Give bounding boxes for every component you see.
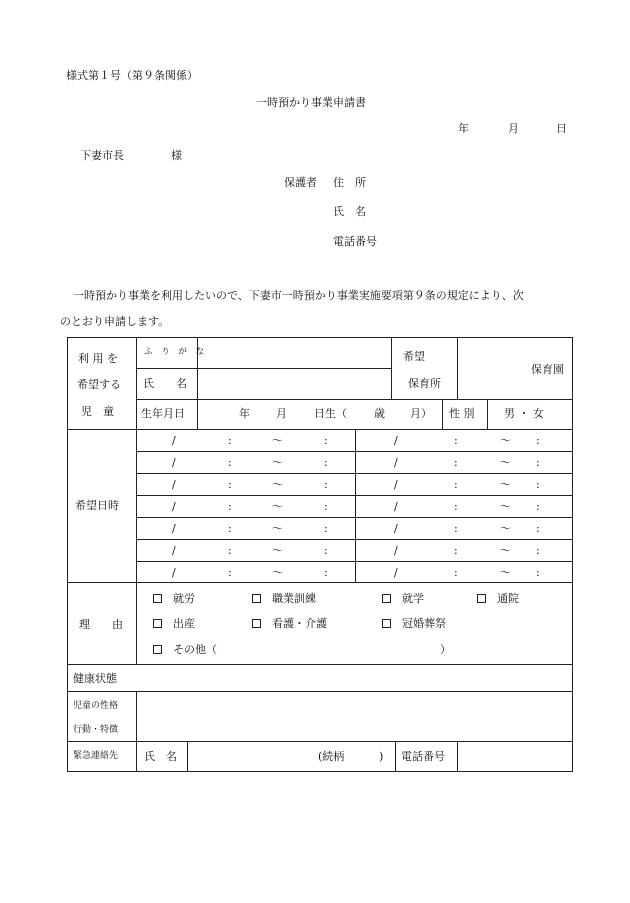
sex-options: 男 ・ 女 [504,407,544,420]
guardian-label: 保護者 [284,176,317,189]
divider [136,473,572,474]
schedule-cell-2: : [454,478,458,491]
schedule-cell: 〜 [272,434,283,447]
health-label: 健康状態 [73,672,117,685]
schedule-cell: 〜 [272,522,283,535]
schedule-cell: : [228,434,232,447]
divider [68,429,572,430]
schedule-cell: : [228,522,232,535]
nursery-label-1: 希望 [403,350,425,363]
divider [136,517,572,518]
divider [457,338,458,399]
age-month: 月） [410,407,432,420]
divider [136,561,572,562]
character-label-2: 行動・特徴 [73,725,119,735]
addressee-name: 下妻市長 [80,149,124,162]
schedule-cell: : [228,500,232,513]
schedule-cell-2: : [536,500,540,513]
reason-option[interactable]: 就労 [153,593,195,604]
schedule-cell-2: : [536,478,540,491]
schedule-cell-2: 〜 [500,456,511,469]
form-number: 様式第１号（第９条関係） [66,69,198,82]
schedule-cell: : [228,478,232,491]
divider [136,399,572,400]
schedule-cell-2: 〜 [500,566,511,579]
checkbox-icon [382,619,391,628]
schedule-cell: / [172,434,176,447]
intro-line-1: 一時預かり事業を利用したいので、下妻市一時預かり事業実施要項第９条の規定により、次 [73,289,524,302]
reason-option[interactable]: 職業訓練 [252,593,316,604]
page-title: 一時預かり事業申請書 [256,96,366,109]
schedule-cell-2: : [536,434,540,447]
schedule-cell-2: : [454,456,458,469]
schedule-cell-2: : [454,434,458,447]
schedule-cell-2: / [394,544,398,557]
divider [487,399,488,429]
schedule-cell: : [324,456,328,469]
checkbox-icon [153,594,162,603]
schedule-cell-2: 〜 [500,478,511,491]
reason-option[interactable]: その他（ [153,644,217,655]
schedule-cell-2: : [536,456,540,469]
divider [136,338,137,664]
emergency-name-label: 氏 名 [144,750,177,763]
schedule-cell-2: : [454,500,458,513]
furigana-label: ふ り が な [144,347,208,357]
character-label-1: 児童の性格 [73,701,119,711]
schedule-cell: 〜 [272,544,283,557]
schedule-cell: : [324,434,328,447]
application-table [67,337,573,772]
reason-other-close: ） [440,643,451,656]
schedule-cell: 〜 [272,456,283,469]
schedule-cell: / [172,456,176,469]
date-day: 日 [556,122,567,135]
schedule-cell-2: 〜 [500,544,511,557]
schedule-cell-2: 〜 [500,522,511,535]
schedule-cell: : [324,544,328,557]
schedule-cell-2: / [394,434,398,447]
divider [68,691,572,692]
emergency-label: 緊急連絡先 [73,751,119,761]
schedule-cell-2: : [536,522,540,535]
schedule-cell: : [324,566,328,579]
dob-month: 月 [276,407,287,420]
schedule-cell: / [172,544,176,557]
schedule-cell: / [172,478,176,491]
reason-label: 理 由 [79,618,123,631]
schedule-cell-2: : [454,566,458,579]
schedule-cell: / [172,566,176,579]
applicant-phone-label: 電話番号 [333,235,377,248]
checkbox-icon [252,594,261,603]
schedule-cell-2: / [394,522,398,535]
schedule-cell: : [324,500,328,513]
schedule-cell: 〜 [272,500,283,513]
reason-option[interactable]: 出産 [153,618,195,629]
schedule-cell-2: : [454,522,458,535]
sex-label: 性 別 [449,407,475,420]
dob-label: 生年月日 [141,407,185,420]
divider [187,741,188,772]
schedule-cell-2: / [394,478,398,491]
schedule-cell: / [172,522,176,535]
schedule-cell: : [228,456,232,469]
divider [457,741,458,772]
applicant-name-label: 氏 名 [333,205,366,218]
addressee-honorific: 様 [171,149,182,162]
divider [442,399,443,429]
nursery-value: 保育園 [531,363,564,376]
reason-option[interactable]: 通院 [477,593,519,604]
reason-option[interactable]: 冠婚葬祭 [382,618,446,629]
schedule-cell: 〜 [272,566,283,579]
checkbox-icon [382,594,391,603]
schedule-cell-2: 〜 [500,500,511,513]
date-year: 年 [458,122,469,135]
schedule-cell-2: / [394,500,398,513]
checkbox-icon [477,594,486,603]
divider [136,451,572,452]
intro-line-2: のとおり申請します。 [60,315,170,328]
schedule-cell: : [228,566,232,579]
schedule-cell: : [228,544,232,557]
child-section-label-2: 希望する [77,378,121,391]
schedule-cell-2: / [394,456,398,469]
reason-option[interactable]: 看護・介護 [252,618,327,629]
schedule-cell-2: : [454,544,458,557]
dob-year: 年 [239,407,250,420]
divider [395,741,396,772]
checkbox-icon [153,645,162,654]
divider [391,338,392,399]
address-label: 住 所 [333,176,366,189]
divider [136,539,572,540]
schedule-cell-2: : [536,566,540,579]
schedule-label: 希望日時 [75,499,119,512]
dob-day: 日生（ [314,407,347,420]
divider [136,368,391,369]
emergency-relation-close: ) [379,750,384,763]
divider [68,664,572,665]
schedule-cell: / [172,500,176,513]
child-name-label: 氏 名 [143,377,187,390]
child-section-label-1: 利 用 を [78,352,118,365]
schedule-cell: 〜 [272,478,283,491]
schedule-cell: : [324,478,328,491]
nursery-label-2: 保育所 [408,377,441,390]
date-month: 月 [508,122,519,135]
schedule-cell-2: : [536,544,540,557]
reason-option[interactable]: 就学 [382,593,424,604]
age-unit: 歳 [374,407,385,420]
emergency-phone-label: 電話番号 [401,750,445,763]
emergency-relation-label: (続柄 [318,750,345,763]
divider [68,582,572,583]
child-section-label-3: 児 童 [81,405,114,418]
divider [136,691,137,772]
checkbox-icon [153,619,162,628]
schedule-cell: : [324,522,328,535]
divider [136,495,572,496]
divider [68,741,572,742]
checkbox-icon [252,619,261,628]
schedule-cell-2: 〜 [500,434,511,447]
divider [355,429,356,582]
schedule-cell-2: / [394,566,398,579]
